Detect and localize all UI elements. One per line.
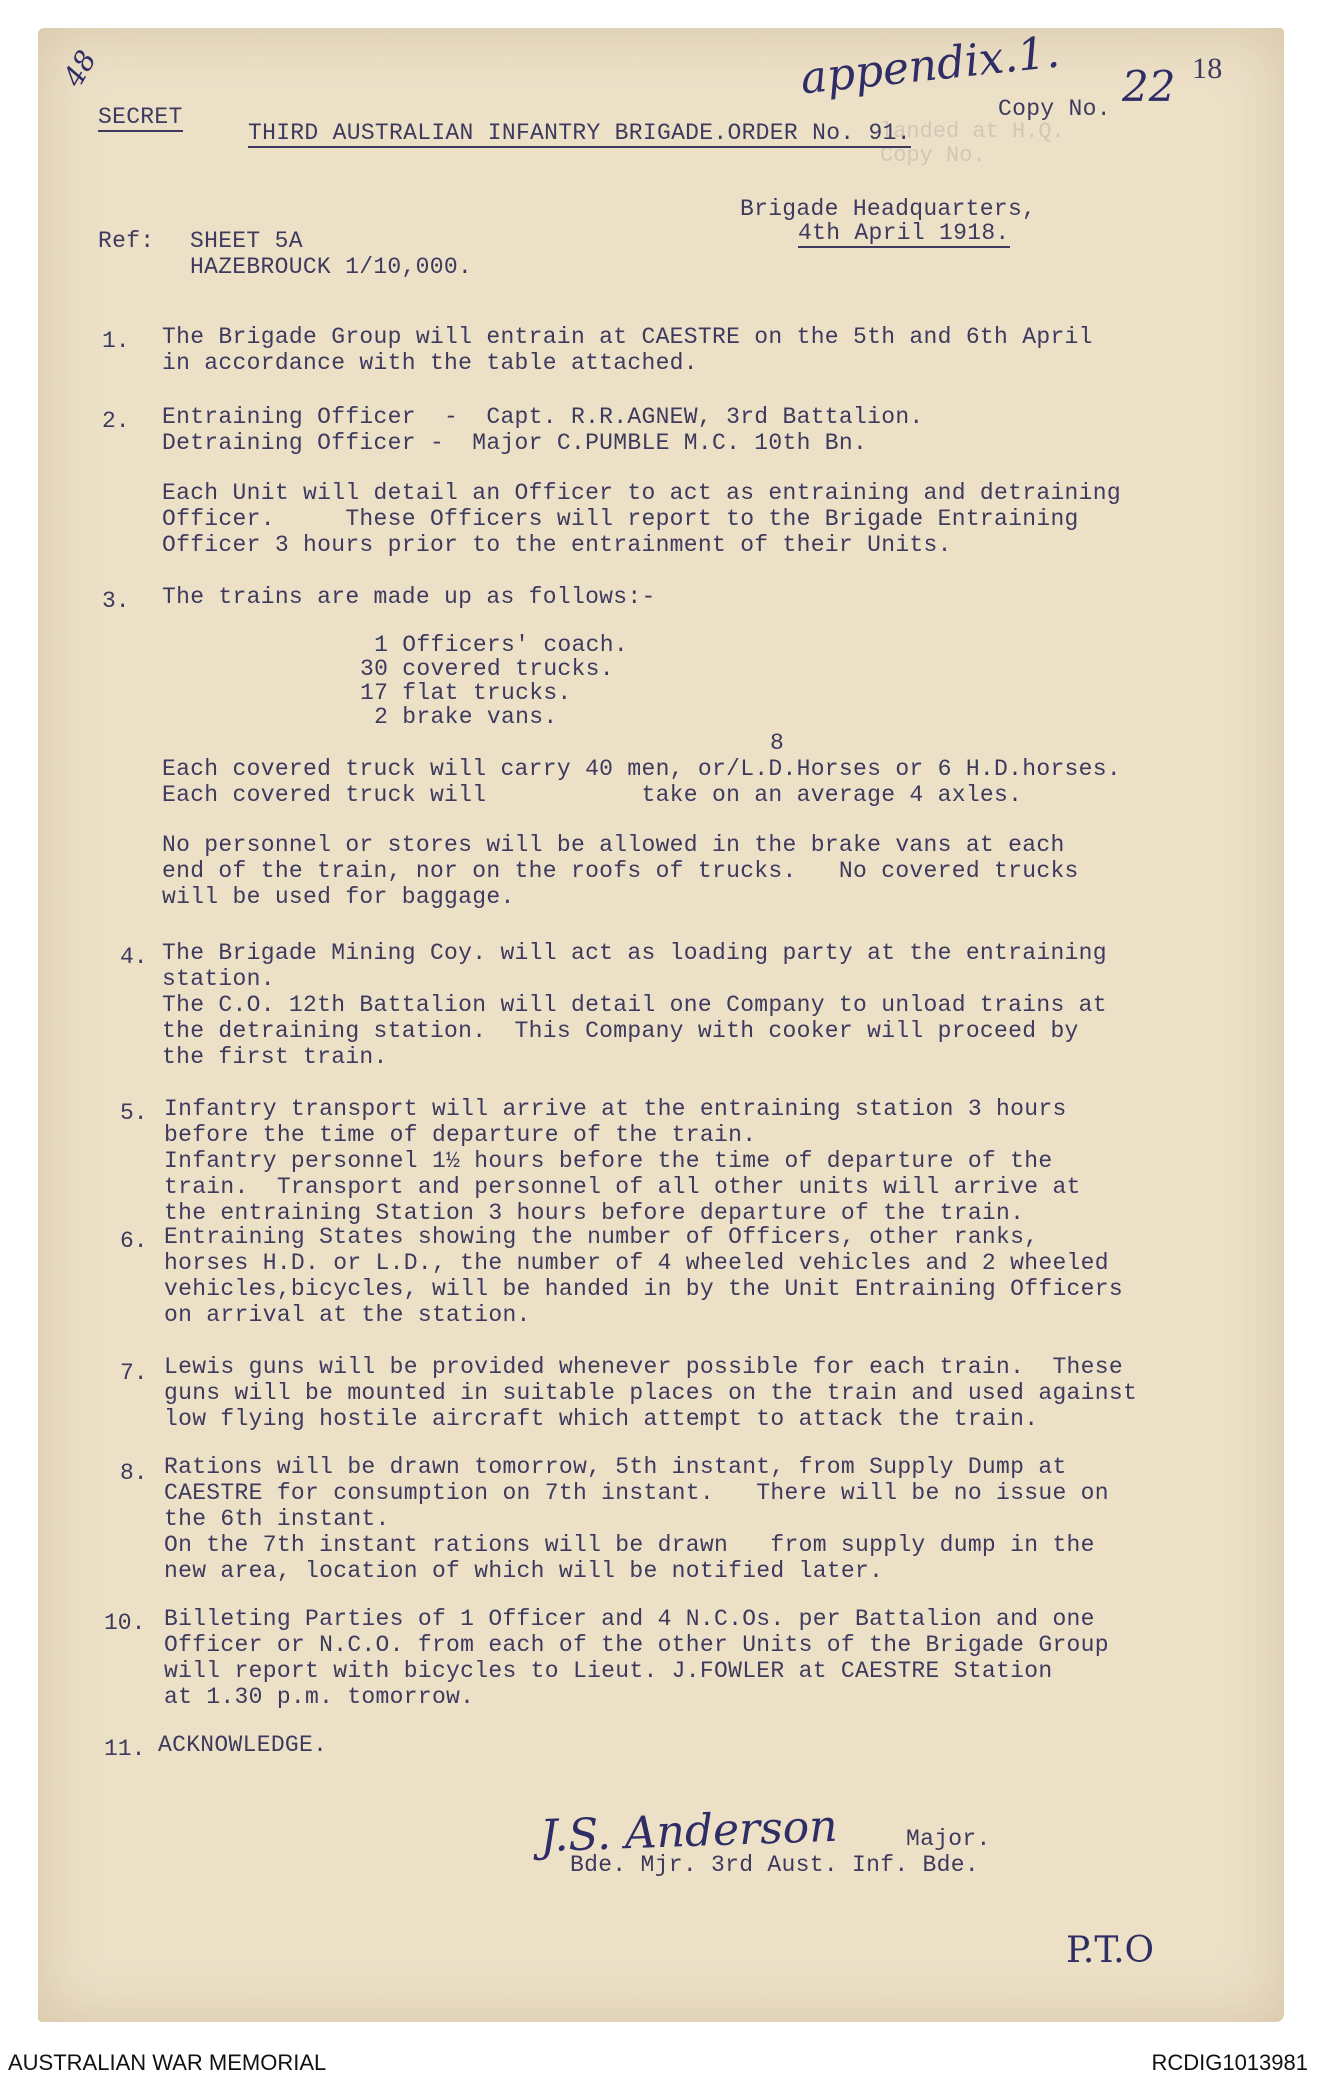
ref-sheet: SHEET 5A <box>190 228 303 254</box>
item-4-line: the detraining station. This Company with cooker will proceed by <box>162 1018 1079 1044</box>
item-8-line: new area, location of which will be notified later. <box>164 1558 884 1584</box>
train-composition: 30 covered trucks. <box>360 656 614 682</box>
item-10-line: Officer or N.C.O. from each of the other Units of the Brigade Group <box>164 1632 1109 1658</box>
ref-map: HAZEBROUCK 1/10,000. <box>190 254 473 280</box>
item-6-line: vehicles,bicycles, will be handed in by the Unit Entraining Officers <box>164 1276 1123 1302</box>
item-7-line: Lewis guns will be provided whenever possible for each train. These <box>164 1354 1123 1380</box>
signature-rank: Major. <box>906 1826 991 1852</box>
item-2-para: Officer 3 hours prior to the entrainment of their Units. <box>162 532 952 558</box>
train-composition: 17 flat trucks. <box>360 680 572 706</box>
item-number: 4. <box>120 944 148 970</box>
truck-capacity: Each covered truck will carry 40 men, or/L.D.Horses or 6 H.D.horses. <box>162 756 1121 782</box>
item-5-line: train. Transport and personnel of all other units will arrive at <box>164 1174 1081 1200</box>
item-10-line: will report with bicycles to Lieut. J.FOWLER at CAESTRE Station <box>164 1658 1053 1684</box>
item-number: 8. <box>120 1460 148 1486</box>
bleed-through-text: landed at H.Q. Copy No. <box>880 119 1065 168</box>
item-7-line: guns will be mounted in suitable places on the train and used against <box>164 1380 1138 1406</box>
handwritten-signature: J.S. Anderson <box>539 1800 839 1863</box>
item-4-line: the first train. <box>162 1044 388 1070</box>
item-number: 1. <box>102 328 130 354</box>
brake-van-rule: will be used for baggage. <box>162 884 515 910</box>
hq-line: Brigade Headquarters, <box>740 196 1037 222</box>
item-6-line: horses H.D. or L.D., the number of 4 wheeled vehicles and 2 wheeled <box>164 1250 1109 1276</box>
item-2-para: Officer. These Officers will report to the Brigade Entraining <box>162 506 1079 532</box>
item-10-line: Billeting Parties of 1 Officer and 4 N.C.Os. per Battalion and one <box>164 1606 1095 1632</box>
footer-id: RCDIG1013981 <box>1151 2050 1308 2075</box>
item-1-line: in accordance with the table attached. <box>162 350 698 376</box>
item-2-line: Detraining Officer - Major C.PUMBLE M.C. 10th Bn. <box>162 430 868 456</box>
truck-capacity: Each covered truck will take on an average 4 axles. <box>162 782 1023 808</box>
item-4-line: The Brigade Mining Coy. will act as loading party at the entraining <box>162 940 1107 966</box>
item-number: 11. <box>104 1736 146 1762</box>
train-composition: 2 brake vans. <box>360 704 558 730</box>
item-5-line: the entraining Station 3 hours before departure of the train. <box>164 1200 1025 1226</box>
acknowledge-line: ACKNOWLEDGE. <box>158 1732 328 1758</box>
item-2-para: Each Unit will detail an Officer to act as entraining and detraining <box>162 480 1121 506</box>
item-5-line: before the time of departure of the train. <box>164 1122 757 1148</box>
item-5-line: Infantry transport will arrive at the entraining station 3 hours <box>164 1096 1067 1122</box>
item-6-line: on arrival at the station. <box>164 1302 531 1328</box>
item-number: 2. <box>102 408 130 434</box>
item-number: 5. <box>120 1100 148 1126</box>
ref-label: Ref: <box>98 228 155 254</box>
item-8-line: On the 7th instant rations will be drawn from supply dump in the <box>164 1532 1095 1558</box>
train-composition: 1 Officers' coach. <box>360 632 628 658</box>
brake-van-rule: end of the train, nor on the roofs of trucks. No covered trucks <box>162 858 1079 884</box>
item-8-line: CAESTRE for consumption on 7th instant. There will be no issue on <box>164 1480 1109 1506</box>
item-5-line: Infantry personnel 1½ hours before the time of departure of the <box>164 1148 1053 1174</box>
stray-digit: 8 <box>770 730 785 756</box>
item-1-line: The Brigade Group will entrain at CAESTRE on the 5th and 6th April <box>162 324 1093 350</box>
item-number: 7. <box>120 1360 148 1386</box>
item-number: 6. <box>120 1228 148 1254</box>
item-number: 3. <box>102 588 130 614</box>
page-number: 48 <box>56 44 104 93</box>
item-3-line: The trains are made up as follows:- <box>162 584 656 610</box>
item-8-line: Rations will be drawn tomorrow, 5th instant, from Supply Dump at <box>164 1454 1067 1480</box>
copy-number: 22 <box>1122 62 1176 111</box>
item-4-line: station. <box>162 966 275 992</box>
appendix-note: appendix.1. <box>798 26 1062 105</box>
pto-note: P.T.O <box>1066 1930 1155 1971</box>
corner-number: 18 <box>1192 52 1223 85</box>
item-8-line: the 6th instant. <box>164 1506 390 1532</box>
footer-source: AUSTRALIAN WAR MEMORIAL <box>8 2050 327 2075</box>
copy-label: Copy No. <box>998 96 1111 122</box>
item-4-line: The C.O. 12th Battalion will detail one Company to unload trains at <box>162 992 1107 1018</box>
order-date: 4th April 1918. <box>798 220 1010 246</box>
item-number: 10. <box>104 1610 146 1636</box>
item-10-line: at 1.30 p.m. tomorrow. <box>164 1684 475 1710</box>
classification: SECRET <box>98 104 183 130</box>
item-6-line: Entraining States showing the number of Officers, other ranks, <box>164 1224 1039 1250</box>
order-title: THIRD AUSTRALIAN INFANTRY BRIGADE.ORDER No. 91. <box>248 120 911 146</box>
item-2-line: Entraining Officer - Capt. R.R.AGNEW, 3rd Battalion. <box>162 404 924 430</box>
brake-van-rule: No personnel or stores will be allowed in the brake vans at each <box>162 832 1065 858</box>
item-7-line: low flying hostile aircraft which attempt to attack the train. <box>164 1406 1039 1432</box>
signature-title: Bde. Mjr. 3rd Aust. Inf. Bde. <box>570 1852 979 1878</box>
